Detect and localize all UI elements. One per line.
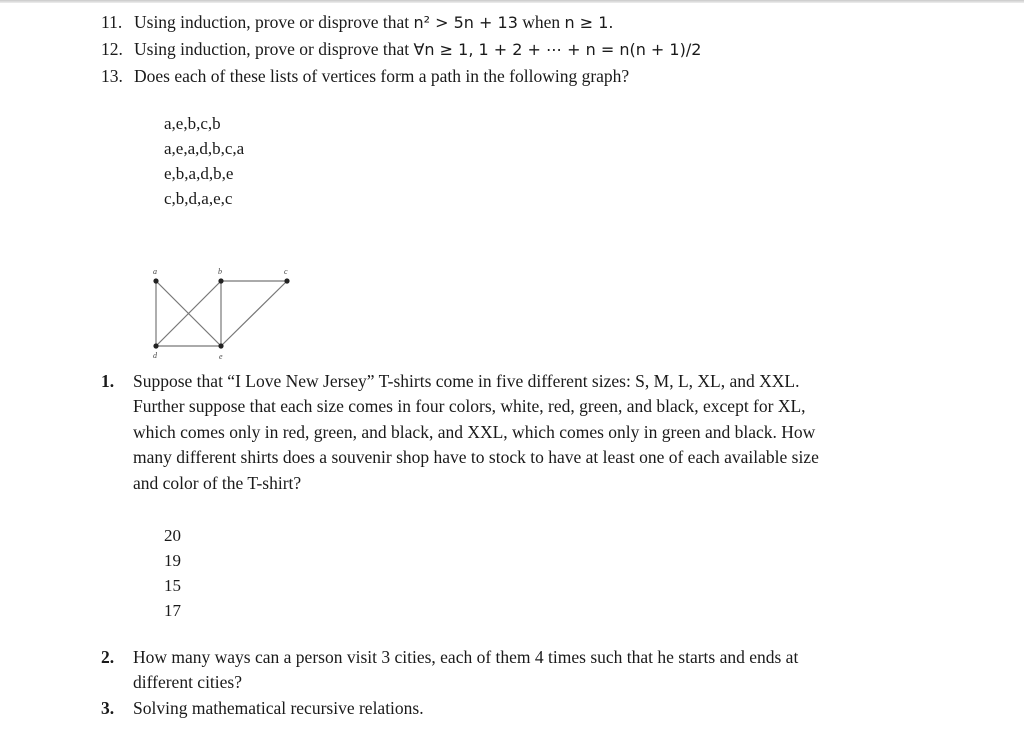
paragraph-line: Further suppose that each size comes in four colors, white, red, green, and black, except for XL, [133,396,806,417]
top-border [0,0,1024,3]
math-expression: n² > 5n + 13 [413,13,518,32]
graph-vertex-d [153,343,158,348]
question-number: 13. [101,66,123,86]
graph-label-c: c [284,267,288,276]
graph-vertex-c [284,278,289,283]
math-expression: ∀n ≥ 1, 1 + 2 + ⋯ + n = n(n + 1)/2 [413,40,702,59]
vertex-list-item: a,e,b,c,b [164,114,221,133]
graph-vertex-a [153,278,158,283]
answer-option: 17 [164,601,181,620]
graph-label-d: d [153,351,157,360]
graph-vertex-e [218,343,223,348]
graph-label-e: e [219,352,223,361]
question-3-text: Solving mathematical recursive relations. [133,698,424,718]
math-expression: n ≥ 1. [564,13,614,32]
question-text: Using induction, prove or disprove that [134,39,414,59]
question-2-number: 2. [101,647,115,667]
question-text: Using induction, prove or disprove that [134,12,414,32]
question-1-number: 1. [101,371,115,391]
question-number: 12. [101,39,123,59]
question-1-text [133,369,893,496]
answer-option: 15 [164,576,181,595]
question-text: when [517,12,565,32]
answer-option: 20 [164,526,181,545]
graph-vertex-b [218,278,223,283]
graph-label-b: b [218,267,222,276]
graph-edge-c-e [221,281,287,346]
paragraph-line: and color of the T-shirt? [133,472,302,493]
paragraph-line: many different shirts does a souvenir shop have to stock to have at least one of each available size [133,447,819,468]
question-3-number: 3. [101,698,115,718]
question-text: Does each of these lists of vertices form a path in the following graph? [134,66,630,86]
paragraph-line: Suppose that “I Love New Jersey” T-shirts come in five different sizes: S, M, L, XL, and XXL. [133,371,800,391]
question-2-text [133,645,893,696]
vertex-list-item: c,b,d,a,e,c [164,189,233,208]
paragraph-line: which comes only in red, green, and black, and XXL, which comes only in green and black. How [133,421,816,442]
answer-option: 19 [164,551,181,570]
question-number: 11. [101,12,123,32]
paragraph-line: How many ways can a person visit 3 cities, each of them 4 times such that he starts and ends at [133,647,799,667]
graph-figure [140,262,300,362]
paragraph-line: different cities? [133,672,242,693]
graph-label-a: a [153,267,157,276]
vertex-list-item: e,b,a,d,b,e [164,164,234,183]
vertex-list-item: a,e,a,d,b,c,a [164,139,245,158]
